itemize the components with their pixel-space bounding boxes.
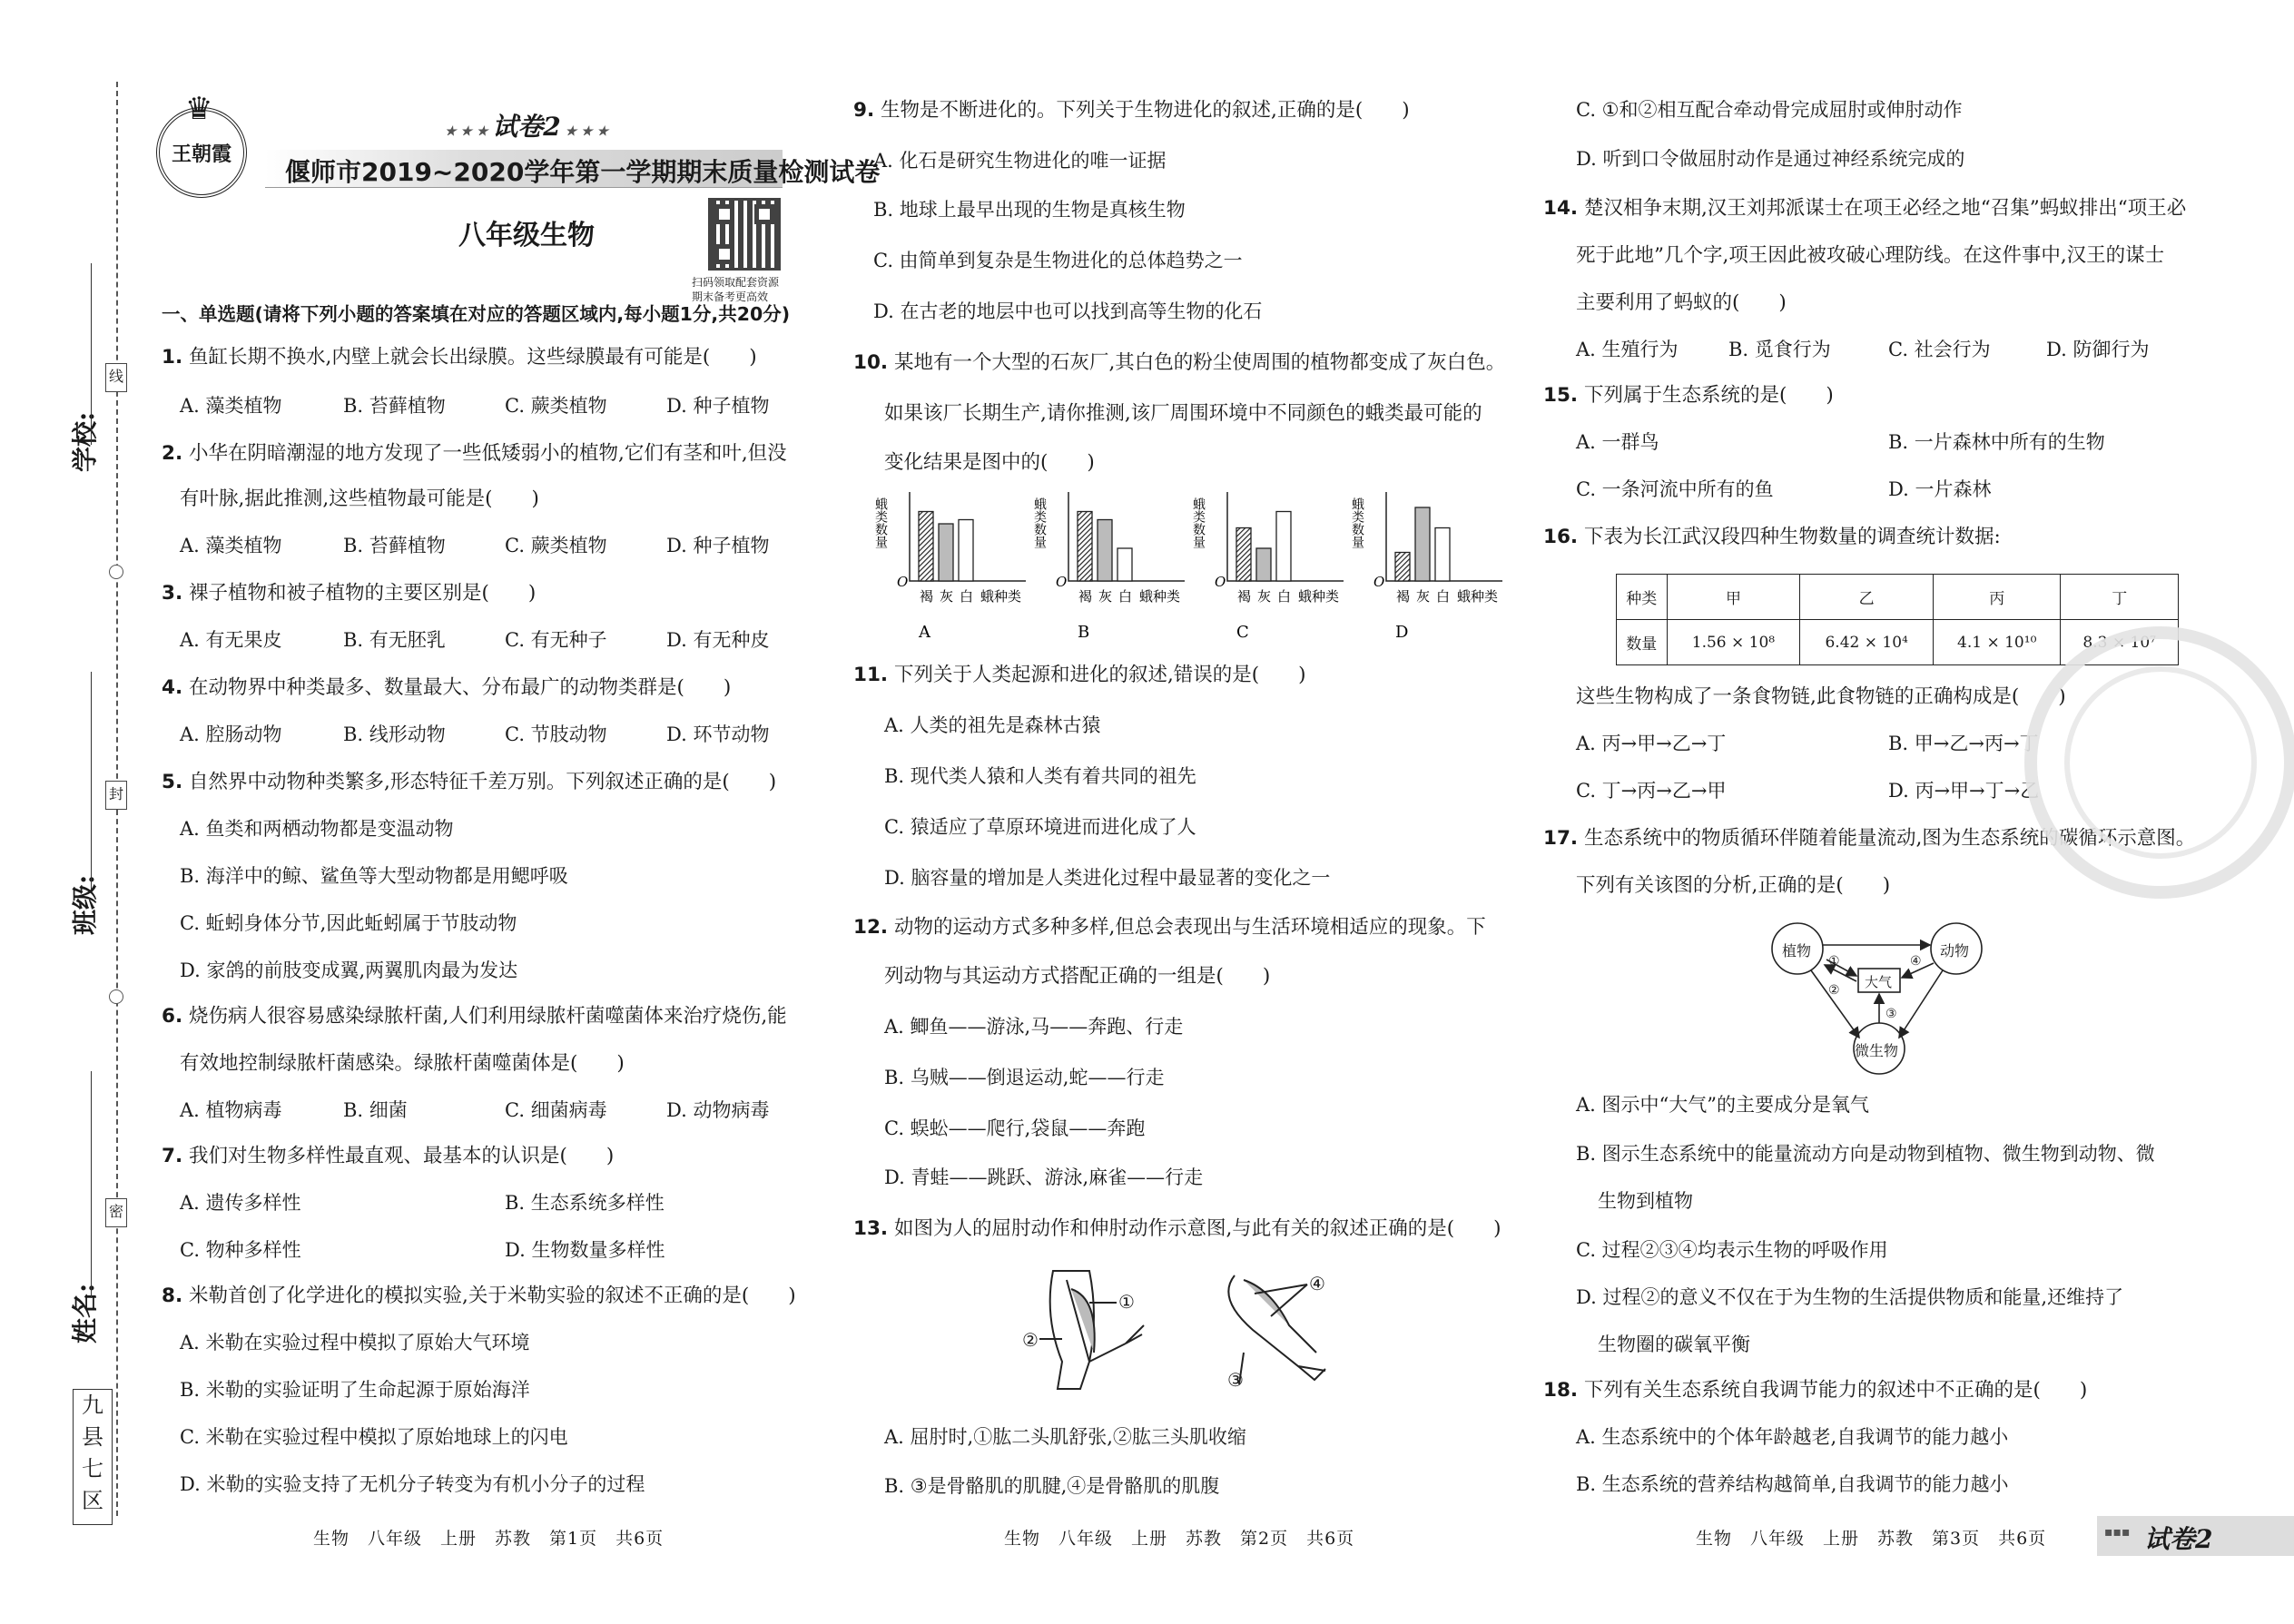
footer-page-1: 生物 八年级 上册 苏教 第1页 共6页	[313, 1529, 665, 1549]
moth-chart-a	[873, 492, 1026, 642]
node-plant: 植物	[1782, 942, 1812, 960]
q2-option-c[interactable]: C. 蕨类植物	[505, 535, 607, 556]
q4-option-a[interactable]: A. 腔肠动物	[180, 723, 282, 745]
q12-option-c[interactable]: C. 蜈蚣——爬行,袋鼠——奔跑	[884, 1117, 1146, 1139]
question-10: 10. 某地有一个大型的石灰厂,其白色的粉尘使周围的植物都变成了灰白色。	[853, 351, 1506, 374]
question-2: 2. 小华在阴暗潮湿的地方发现了一些低矮弱小的植物,它们有茎和叶,但没	[162, 442, 787, 465]
region-box	[73, 1389, 113, 1525]
mi-marker	[105, 1198, 127, 1227]
q11-option-d[interactable]: D. 脑容量的增加是人类进化过程中最显著的变化之一	[884, 867, 1331, 889]
question-16: 16. 下表为长江武汉段四种生物数量的调查统计数据:	[1543, 526, 2001, 548]
logo-text: 王朝霞	[171, 143, 231, 166]
bar-白	[1435, 528, 1450, 582]
q7-option-a[interactable]: A. 遗传多样性	[180, 1192, 301, 1214]
q2-option-a[interactable]: A. 藻类植物	[180, 535, 282, 556]
q17-option-d-cont: 生物圈的碳氧平衡	[1598, 1334, 1750, 1355]
q4-option-c[interactable]: C. 节肢动物	[505, 723, 607, 745]
label-4: ④	[1309, 1273, 1325, 1294]
origin-label: O	[897, 574, 909, 590]
class-blank[interactable]	[91, 672, 92, 890]
label-1: ①	[1118, 1291, 1135, 1313]
line-marker-text: 线	[108, 368, 123, 385]
origin-label: O	[1215, 574, 1226, 590]
chart-label: D	[1395, 623, 1409, 642]
x-tick-label: 褐	[1078, 588, 1093, 605]
q3-option-a[interactable]: A. 有无果皮	[180, 629, 282, 651]
q15-option-c[interactable]: C. 一条河流中所有的鱼	[1576, 478, 1774, 500]
name-blank[interactable]	[91, 1071, 92, 1298]
bar-褐	[1078, 512, 1092, 582]
question-12-cont: 列动物与其运动方式搭配正确的一组是( )	[884, 965, 1271, 988]
question-13: 13. 如图为人的屈肘动作和伸肘动作示意图,与此有关的叙述正确的是( )	[853, 1217, 1501, 1240]
question-10-cont2: 变化结果是图中的( )	[884, 451, 1095, 474]
q6-option-b[interactable]: B. 细菌	[343, 1099, 408, 1121]
y-axis-label: 蛾类数量	[1032, 497, 1047, 548]
y-axis-label: 蛾类数量	[1191, 497, 1206, 548]
footer-page-3: 生物 八年级 上册 苏教 第3页 共6页	[1696, 1529, 2047, 1549]
line-marker	[105, 363, 127, 392]
y-axis-label: 蛾类数量	[873, 497, 888, 548]
bar-褐	[1395, 553, 1410, 582]
crown-icon: ♛	[185, 91, 213, 127]
qr-caption-1: 扫码领取配套资源	[692, 276, 780, 289]
question-5: 5. 自然界中动物种类繁多,形态特征千差万别。下列叙述正确的是( )	[162, 771, 777, 793]
question-6-cont: 有效地控制绿脓杆菌感染。绿脓杆菌噬菌体是( )	[180, 1052, 625, 1075]
chart-label: A	[919, 623, 930, 642]
node-microbe: 微生物	[1855, 1042, 1899, 1059]
exam-tab: ▪▪▪ 试卷2	[2097, 1516, 2294, 1556]
q11-option-b[interactable]: B. 现代类人猿和人类有着共同的祖先	[884, 765, 1196, 787]
q6-option-d[interactable]: D. 动物病毒	[666, 1099, 770, 1121]
question-14: 14. 楚汉相争末期,汉王刘邦派谋士在项王必经之地“召集”蚂蚁排出“项王必	[1543, 197, 2187, 220]
x-tick-label: 褐	[1396, 588, 1411, 605]
table-cell: 甲	[1667, 575, 1800, 620]
bar-灰	[1415, 507, 1430, 581]
x-axis-label: 蛾种类	[1298, 588, 1340, 605]
question-14-cont2: 主要利用了蚂蚁的( )	[1576, 291, 1787, 314]
exam-badge: ★ ★ ★ 试卷2 ★ ★ ★	[445, 112, 609, 142]
region-char: 区	[82, 1488, 103, 1513]
q16-option-c[interactable]: C. 丁→丙→乙→甲	[1576, 780, 1727, 802]
q16-option-a[interactable]: A. 丙→甲→乙→丁	[1576, 733, 1727, 754]
question-15: 15. 下列属于生态系统的是( )	[1543, 384, 1834, 407]
star-icon: ★ ★ ★	[445, 124, 493, 139]
q11-option-c[interactable]: C. 猿适应了草原环境进而进化成了人	[884, 816, 1196, 838]
x-axis-label: 蛾种类	[1139, 588, 1181, 605]
q7-option-b[interactable]: B. 生态系统多样性	[505, 1192, 665, 1214]
bar-灰	[1098, 520, 1112, 582]
q6-option-c[interactable]: C. 细菌病毒	[505, 1099, 607, 1121]
table-cell: 丙	[1934, 575, 2061, 620]
svg-text:①: ①	[1828, 954, 1840, 969]
svg-text:③: ③	[1885, 1007, 1897, 1021]
question-17-cont: 下列有关该图的分析,正确的是( )	[1576, 874, 1891, 897]
q15-option-d[interactable]: D. 一片森林	[1888, 478, 1992, 500]
x-axis-label: 蛾种类	[980, 588, 1022, 605]
table-cell: 数量	[1617, 620, 1668, 665]
label-2: ②	[1022, 1329, 1039, 1351]
x-tick-label: 白	[1436, 588, 1451, 605]
table-cell: 6.42 × 10⁴	[1800, 620, 1934, 665]
moth-chart-c	[1191, 492, 1344, 642]
q17-option-c[interactable]: C. 过程②③④均表示生物的呼吸作用	[1576, 1239, 1888, 1261]
bar-灰	[939, 524, 953, 581]
q16-option-b[interactable]: B. 甲→乙→丙→丁	[1888, 733, 2039, 754]
label-3: ③	[1227, 1369, 1244, 1391]
x-tick-label: 灰	[1098, 588, 1113, 605]
footer-page-2: 生物 八年级 上册 苏教 第2页 共6页	[1004, 1529, 1355, 1549]
question-1: 1. 鱼缸长期不换水,内壁上就会长出绿膜。这些绿膜最有可能是( )	[162, 346, 757, 369]
qr-code[interactable]	[708, 198, 781, 271]
q16-option-d[interactable]: D. 丙→甲→丁→乙	[1888, 780, 2040, 802]
bar-白	[959, 520, 973, 582]
q4-option-d[interactable]: D. 环节动物	[666, 723, 770, 745]
q5-option-a[interactable]: A. 鱼类和两栖动物都是变温动物	[180, 818, 454, 840]
q17-option-b-cont: 生物到植物	[1598, 1190, 1693, 1212]
q12-option-b[interactable]: B. 乌贼——倒退运动,蛇——行走	[884, 1067, 1165, 1088]
question-6: 6. 烧伤病人很容易感染绿脓杆菌,人们利用绿脓杆菌噬菌体来治疗烧伤,能	[162, 1005, 787, 1028]
q1-option-c[interactable]: C. 蕨类植物	[505, 395, 607, 417]
origin-label: O	[1056, 574, 1068, 590]
table-cell: 乙	[1800, 575, 1934, 620]
seal-marker	[105, 781, 127, 810]
q3-option-d[interactable]: D. 有无种皮	[666, 629, 770, 651]
question-10-cont: 如果该厂长期生产,请你推测,该厂周围环境中不同颜色的蛾类最可能的	[884, 402, 1482, 425]
moth-charts	[871, 490, 1525, 645]
x-axis-label: 蛾种类	[1457, 588, 1499, 605]
q18-option-b[interactable]: B. 生态系统的营养结构越简单,自我调节的能力越小	[1576, 1473, 2009, 1495]
q1-option-b[interactable]: B. 苔藓植物	[343, 395, 446, 417]
q15-option-a[interactable]: A. 一群鸟	[1576, 431, 1659, 453]
binding-margin	[0, 0, 154, 1624]
x-tick-label: 灰	[940, 588, 954, 605]
q13-option-c[interactable]: C. ①和②相互配合牵动骨完成屈肘或伸肘动作	[1576, 99, 1963, 121]
table-cell: 8.3 × 10⁷	[2061, 620, 2179, 665]
svg-text:②: ②	[1828, 983, 1840, 998]
moth-chart-d	[1350, 492, 1502, 642]
q9-option-b[interactable]: B. 地球上最早出现的生物是真核生物	[873, 199, 1186, 221]
bar-褐	[919, 512, 933, 582]
subject-title: 八年级生物	[458, 220, 595, 251]
y-axis-label: 蛾类数量	[1350, 497, 1364, 548]
tab-dots-icon: ▪▪▪	[2104, 1525, 2131, 1540]
q9-option-a[interactable]: A. 化石是研究生物进化的唯一证据	[873, 150, 1167, 172]
question-14-cont: 死于此地”几个字,项王因此被攻破心理防线。在这件事中,汉王的谋士	[1576, 244, 2165, 267]
node-animal: 动物	[1940, 942, 1970, 960]
x-tick-label: 灰	[1257, 588, 1272, 605]
name-label: 姓名:	[70, 1283, 100, 1343]
q7-option-c[interactable]: C. 物种多样性	[180, 1239, 301, 1261]
q9-option-c[interactable]: C. 由简单到复杂是生物进化的总体趋势之一	[873, 250, 1243, 271]
question-7: 7. 我们对生物多样性最直观、最基本的认识是( )	[162, 1145, 615, 1167]
q14-option-a[interactable]: A. 生殖行为	[1576, 339, 1679, 360]
q1-option-d[interactable]: D. 种子植物	[666, 395, 770, 417]
bar-褐	[1236, 528, 1251, 582]
q3-option-b[interactable]: B. 有无胚乳	[343, 629, 446, 651]
q5-option-c[interactable]: C. 蚯蚓身体分节,因此蚯蚓属于节肢动物	[180, 912, 517, 934]
q11-option-a[interactable]: A. 人类的祖先是森林古猿	[884, 714, 1101, 736]
q17-option-d[interactable]: D. 过程②的意义不仅在于为生物的生活提供物质和能量,还维持了	[1576, 1286, 2124, 1308]
exam-title: 偃师市2019~2020学年第一学期期末质量检测试卷	[285, 157, 881, 187]
q1-option-a[interactable]: A. 藻类植物	[180, 395, 282, 417]
q12-option-a[interactable]: A. 鲫鱼——游泳,马——奔跑、行走	[884, 1016, 1184, 1038]
x-tick-label: 白	[1118, 588, 1133, 605]
question-4: 4. 在动物界中种类最多、数量最大、分布最广的动物类群是( )	[162, 676, 732, 699]
x-tick-label: 灰	[1416, 588, 1431, 605]
question-11: 11. 下列关于人类起源和进化的叙述,错误的是( )	[853, 664, 1306, 686]
question-12: 12. 动物的运动方式多种多样,但总会表现出与生活环境相适应的现象。下	[853, 916, 1486, 939]
q14-option-b[interactable]: B. 觅食行为	[1728, 339, 1831, 360]
x-tick-label: 白	[1277, 588, 1292, 605]
qr-caption-2: 期末备考更高效	[692, 290, 769, 303]
arm-diagram	[1026, 1262, 1353, 1398]
x-tick-label: 褐	[920, 588, 934, 605]
mi-marker-text: 密	[108, 1203, 123, 1220]
x-tick-label: 褐	[1237, 588, 1252, 605]
region-char: 九	[82, 1393, 103, 1418]
x-tick-label: 白	[960, 588, 974, 605]
moth-chart-b	[1032, 492, 1185, 642]
margin-dot-1	[109, 565, 123, 579]
q8-option-a[interactable]: A. 米勒在实验过程中模拟了原始大气环境	[180, 1332, 530, 1353]
svg-text:④: ④	[1910, 954, 1922, 969]
bar-白	[1117, 548, 1132, 581]
q6-option-a[interactable]: A. 植物病毒	[180, 1099, 282, 1121]
table-row	[1617, 575, 2179, 620]
bar-灰	[1256, 548, 1271, 581]
margin-dot-2	[109, 989, 123, 1004]
q13-option-a[interactable]: A. 屈肘时,①肱二头肌舒张,②肱三头肌收缩	[884, 1426, 1246, 1448]
question-2-cont: 有叶脉,据此推测,这些植物最可能是( )	[180, 487, 539, 510]
q3-option-c[interactable]: C. 有无种子	[505, 629, 607, 651]
question-3: 3. 裸子植物和被子植物的主要区别是( )	[162, 582, 537, 605]
table-cell: 4.1 × 10¹⁰	[1934, 620, 2061, 665]
chart-label: C	[1236, 623, 1249, 642]
question-17: 17. 生态系统中的物质循环伴随着能量流动,图为生态系统的碳循环示意图。	[1543, 827, 2196, 850]
q17-option-a[interactable]: A. 图示中“大气”的主要成分是氧气	[1576, 1094, 1869, 1116]
q14-option-d[interactable]: D. 防御行为	[2046, 339, 2150, 360]
q2-option-d[interactable]: D. 种子植物	[666, 535, 770, 556]
q2-option-b[interactable]: B. 苔藓植物	[343, 535, 446, 556]
q14-option-c[interactable]: C. 社会行为	[1888, 339, 1991, 360]
region-char: 县	[82, 1424, 103, 1450]
chart-label: B	[1078, 623, 1090, 642]
bar-白	[1276, 512, 1291, 582]
question-9: 9. 生物是不断进化的。下列关于生物进化的叙述,正确的是( )	[853, 99, 1410, 122]
q18-option-a[interactable]: A. 生态系统中的个体年龄越老,自我调节的能力越小	[1576, 1426, 2009, 1448]
table-cell: 1.56 × 10⁸	[1667, 620, 1800, 665]
section-heading: 一、单选题(请将下列小题的答案填在对应的答题区域内,每小题1分,共20分)	[162, 303, 791, 325]
node-air: 大气	[1865, 974, 1893, 990]
q5-option-b[interactable]: B. 海洋中的鲸、鲨鱼等大型动物都是用鳃呼吸	[180, 865, 568, 887]
class-label: 班级:	[70, 874, 100, 935]
q13-option-b[interactable]: B. ③是骨骼肌的肌腱,④是骨骼肌的肌腹	[884, 1475, 1220, 1497]
table-cell: 丁	[2061, 575, 2179, 620]
question-16-cont: 这些生物构成了一条食物链,此食物链的正确构成是( )	[1576, 685, 2066, 708]
q8-option-d[interactable]: D. 米勒的实验支持了无机分子转变为有机小分子的过程	[180, 1473, 645, 1495]
q5-option-d[interactable]: D. 家鸽的前肢变成翼,两翼肌肉最为发达	[180, 960, 518, 981]
question-18: 18. 下列有关生态系统自我调节能力的叙述中不正确的是( )	[1543, 1379, 2088, 1402]
q12-option-d[interactable]: D. 青蛙——跳跃、游泳,麻雀——行走	[884, 1166, 1204, 1188]
q8-option-c[interactable]: C. 米勒在实验过程中模拟了原始地球上的闪电	[180, 1426, 568, 1448]
table-cell: 种类	[1617, 575, 1668, 620]
q8-option-b[interactable]: B. 米勒的实验证明了生命起源于原始海洋	[180, 1379, 530, 1401]
seal-marker-text: 封	[108, 785, 123, 802]
q4-option-b[interactable]: B. 线形动物	[343, 723, 446, 745]
q17-option-b[interactable]: B. 图示生态系统中的能量流动方向是动物到植物、微生物到动物、微	[1576, 1143, 2155, 1165]
mi-watermark-seal	[2024, 626, 2294, 899]
q9-option-d[interactable]: D. 在古老的地层中也可以找到高等生物的化石	[873, 300, 1263, 322]
origin-label: O	[1373, 574, 1385, 590]
school-label: 学校:	[70, 411, 100, 472]
q13-option-d[interactable]: D. 听到口令做屈肘动作是通过神经系统完成的	[1576, 148, 1965, 170]
school-blank[interactable]	[91, 263, 92, 445]
q15-option-b[interactable]: B. 一片森林中所有的生物	[1888, 431, 2105, 453]
star-icon: ★ ★ ★	[560, 124, 609, 139]
question-8: 8. 米勒首创了化学进化的模拟实验,关于米勒实验的叙述不正确的是( )	[162, 1284, 796, 1307]
q7-option-d[interactable]: D. 生物数量多样性	[505, 1239, 665, 1261]
logo-seal	[156, 91, 247, 198]
region-char: 七	[82, 1456, 103, 1481]
